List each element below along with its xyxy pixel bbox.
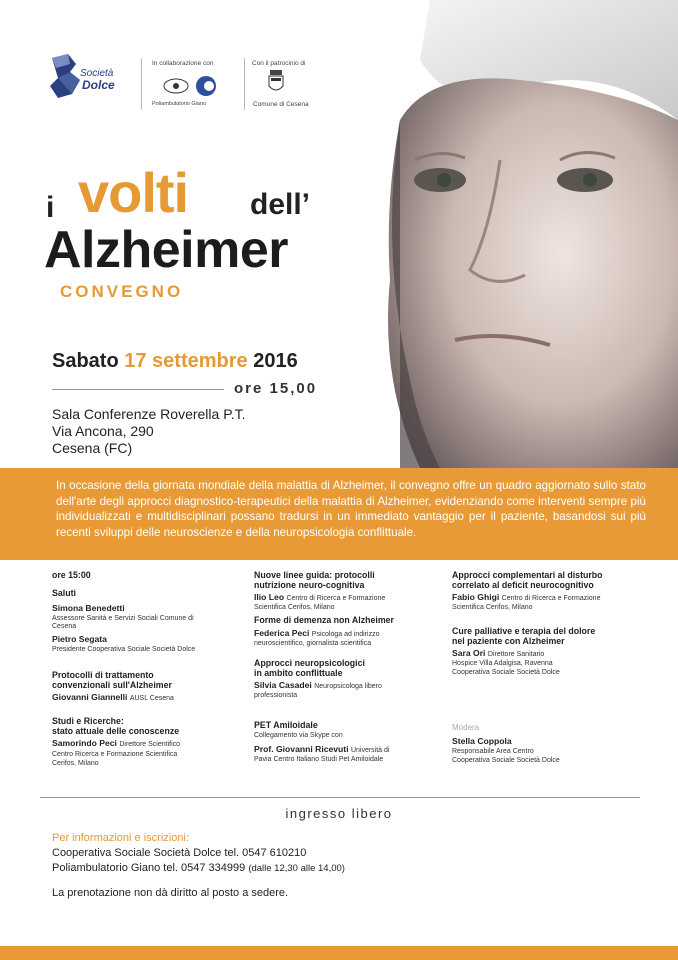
talk-heading: nutrizione neuro-cognitiva [254, 580, 365, 590]
puzzle-logo-icon [46, 50, 86, 110]
talk-subtitle: Collegamento via Skype con [254, 732, 343, 739]
talk-heading: PET Amiloidale [254, 720, 318, 730]
talk-heading: Nuove linee guida: protocolli [254, 570, 375, 580]
moderator-label: Modera [452, 723, 480, 732]
speaker-aff: Hospice Villa Adalgisa, Ravenna [452, 660, 553, 667]
speaker-aff: Direttore Scientifico [119, 741, 181, 748]
time-divider [52, 389, 224, 390]
speaker-name: Giovanni Giannelli [52, 692, 128, 702]
giano-logo [162, 74, 218, 103]
venue-line3: Cesena (FC) [52, 440, 133, 456]
speaker-name: Fabio Ghigi [452, 592, 500, 602]
title-alzheimer: Alzheimer [44, 221, 289, 279]
speaker-aff: Centro di Ricerca e Formazione [286, 595, 386, 602]
title-dell: dell’ [250, 188, 311, 221]
portrait-photo [360, 0, 678, 468]
speaker-name: Silvia Casadei [254, 680, 312, 690]
program-column-1 [52, 570, 237, 790]
free-entry-label: ingresso libero [285, 806, 393, 821]
societa-dolce-logo [46, 50, 124, 112]
event-date [52, 350, 298, 373]
speaker-name: Prof. Giovanni Ricevuti [254, 744, 349, 754]
speaker-desc: Assessore Sanità e Servizi Sociali Comune di [52, 615, 194, 622]
moderator-aff: Responsabile Area Centro [452, 748, 534, 755]
venue-line1: Sala Conferenze Roverella P.T. [52, 406, 246, 422]
speaker-line [52, 692, 174, 705]
collab-label: In collaborazione con [152, 60, 214, 67]
event-year: 2016 [253, 350, 298, 372]
header-divider [141, 58, 142, 110]
logo-line1: Società [80, 68, 114, 79]
speaker-aff: Direttore Sanitario [487, 651, 545, 658]
talk-heading: stato attuale delle conoscenze [52, 726, 180, 736]
info-label: Per informazioni e iscrizioni: [52, 832, 189, 844]
speaker-aff: professionista [254, 692, 298, 699]
event-date-day: 17 settembre [124, 350, 248, 372]
program-column-3 [452, 570, 648, 790]
talk-heading: Approcci complementari al disturbo [452, 570, 603, 580]
speaker-line [52, 738, 180, 751]
speaker-name: Samorindo Peci [52, 738, 117, 748]
saluti-heading: Saluti [52, 588, 76, 598]
talk-heading: Approcci neuropsicologici [254, 658, 365, 668]
speaker-aff: Psicologa ad indirizzo [311, 631, 380, 638]
title-convegno: CONVEGNO [60, 282, 184, 301]
speaker-name: Sara Ori [452, 648, 486, 658]
talk-heading: Cure palliative e terapia del dolore [452, 626, 596, 636]
talk-heading: in ambito conflittuale [254, 668, 343, 678]
speaker-aff: Università di [350, 747, 390, 754]
speaker-aff: neuroscientifico, giornalista scientifica [254, 640, 372, 647]
speaker-name: Pietro Segata [52, 634, 107, 644]
logo-line2: Dolce [82, 78, 115, 92]
footer-divider [40, 797, 640, 798]
talk-heading: Protocolli di trattamento [52, 670, 154, 680]
booking-note: La prenotazione non dà diritto al posto a sedere. [52, 887, 289, 899]
speaker-desc: Presidente Cooperativa Sociale Società Dolce [52, 646, 196, 653]
speaker-desc: Cesena [52, 623, 77, 630]
talk-heading: nel paziente con Alzheimer [452, 636, 565, 646]
moderator-name: Stella Coppola [452, 736, 512, 746]
giano-eye-icon [162, 74, 218, 98]
talk-heading: Forme di demenza non Alzheimer [254, 615, 394, 625]
program-column-2 [254, 570, 439, 790]
info-contact-2-text: Poliambulatorio Giano tel. 0547 334999 [52, 862, 246, 874]
patrocinio-org: Comune di Cesena [253, 101, 309, 108]
collab-org: Poliambulatorio Giano [152, 101, 207, 107]
title-i: i [46, 191, 55, 224]
elderly-woman-face-icon [360, 0, 678, 468]
crest-icon [268, 70, 284, 94]
speaker-aff: Scientifica Cerifos, Milano [254, 604, 335, 611]
speaker-aff: Cerifos, Milano [52, 760, 99, 767]
moderator-aff: Cooperativa Sociale Società Dolce [452, 757, 560, 764]
speaker-aff: Neuropsicologa libero [314, 683, 382, 690]
bottom-accent-stripe [0, 946, 678, 960]
event-day: Sabato [52, 350, 119, 372]
info-contact-2-hours: (dalle 12,30 alle 14,00) [248, 863, 345, 874]
speaker-aff: Centro di Ricerca e Formazione [501, 595, 601, 602]
speaker-aff: Scientifica Cerifos, Milano [452, 604, 533, 611]
talk-heading: Studi e Ricerche: [52, 716, 124, 726]
speaker-aff: Cooperativa Sociale Società Dolce [452, 669, 560, 676]
talk-heading: correlato al deficit neurocognitivo [452, 580, 594, 590]
info-contact-2 [52, 862, 345, 874]
venue-line2: Via Ancona, 290 [52, 423, 154, 439]
patrocinio-label: Con il patrocinio di [252, 60, 306, 67]
program-start-time: ore 15:00 [52, 570, 91, 580]
speaker-aff: Pavia Centro Italiano Studi Pet Amiloidale [254, 756, 384, 763]
title-volti: volti [78, 161, 189, 224]
speaker-aff: Centro Ricerca e Formazione Scientifica [52, 751, 178, 758]
speaker-name: Federica Peci [254, 628, 310, 638]
intro-text: In occasione della giornata mondiale della malattia di Alzheimer, il convegno offre un quadro aggiornato sullo stato dell'arte degli approcci diagnostico-terapeutici della malattia di Alzheimer, evidenziando come interventi sempre più individualizzati e multidisciplinari possano tradursi in un immediato vantaggio per il paziente, basandosi sui più recenti sviluppi delle neuroscienze e della neuropsicologia conflittuale. [56, 479, 646, 539]
header-divider [244, 58, 245, 110]
event-time: ore 15,00 [234, 380, 318, 397]
speaker-name: Simona Benedetti [52, 603, 125, 613]
talk-heading: convenzionali sull'Alzheimer [52, 680, 172, 690]
speaker-name: Ilio Leo [254, 592, 285, 602]
speaker-aff: AUSL Cesena [129, 695, 174, 702]
info-contact-1: Cooperativa Sociale Società Dolce tel. 0547 610210 [52, 847, 307, 859]
cesena-crest [268, 70, 284, 99]
